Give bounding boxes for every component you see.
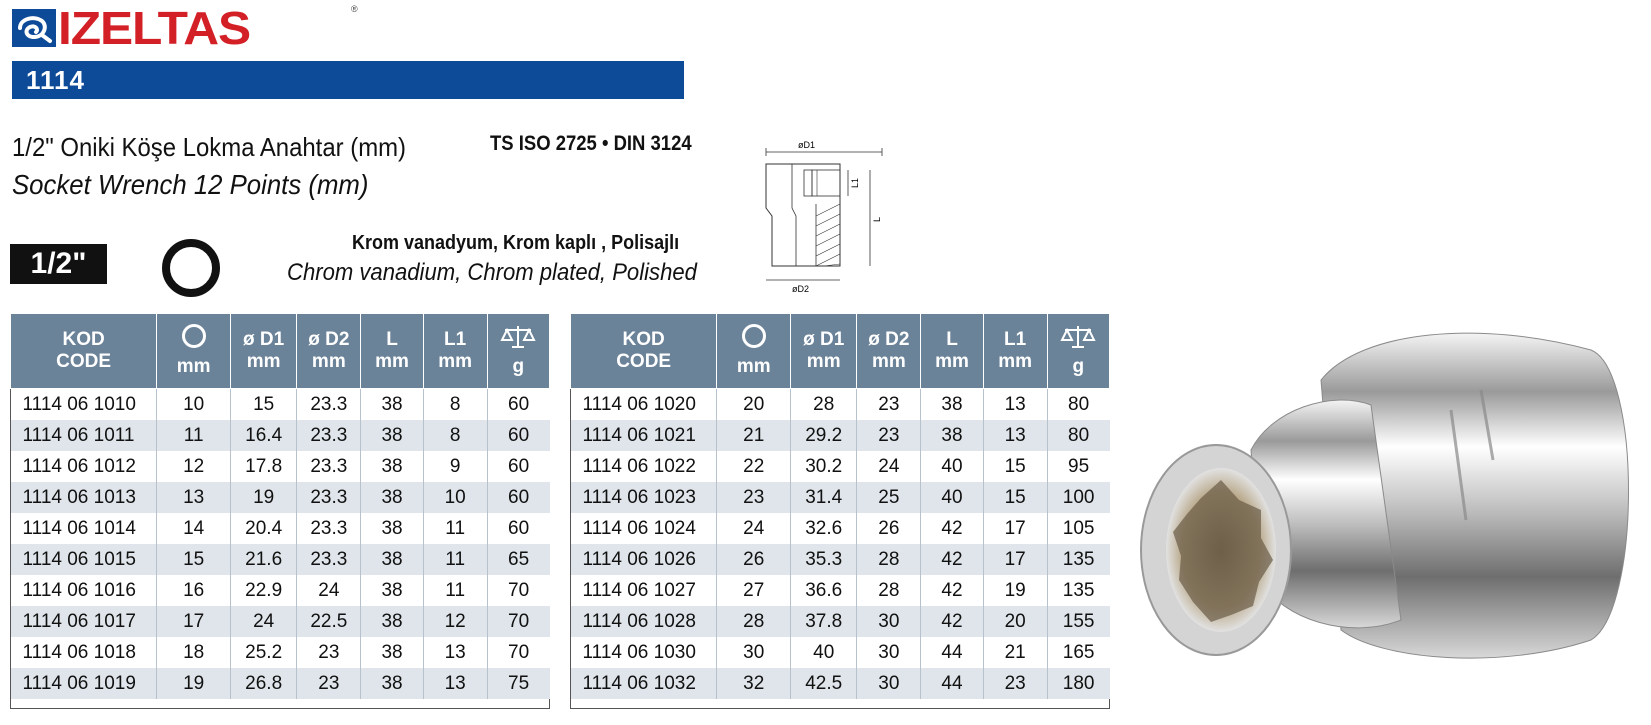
cell-d1: 24 (231, 606, 297, 637)
cell-weight: 70 (487, 575, 549, 606)
cell-d2: 28 (857, 544, 921, 575)
cell-l1: 17 (983, 544, 1047, 575)
cell-l: 40 (921, 451, 983, 482)
cell-l: 38 (921, 420, 983, 451)
table-row (11, 575, 550, 606)
cell-d2: 30 (857, 668, 921, 699)
cell-code: 1114 06 1027 (571, 575, 717, 606)
cell-size: 22 (717, 451, 791, 482)
cell-d2: 30 (857, 637, 921, 668)
col-size-header: mm (157, 314, 231, 389)
cell-d2: 23.3 (297, 544, 361, 575)
cell-weight: 165 (1047, 637, 1109, 668)
cell-weight: 60 (487, 513, 549, 544)
col-weight-header: g (487, 314, 549, 389)
cell-weight: 155 (1047, 606, 1109, 637)
brand-logo (12, 2, 251, 54)
cell-d2: 23.3 (297, 451, 361, 482)
cell-code: 1114 06 1018 (11, 637, 157, 668)
cell-l1: 11 (423, 575, 487, 606)
cell-d2: 23.3 (297, 389, 361, 421)
col-size-header: mm (717, 314, 791, 389)
title-english: Socket Wrench 12 Points (mm) (12, 169, 369, 200)
cell-code: 1114 06 1015 (11, 544, 157, 575)
cell-l1: 12 (423, 606, 487, 637)
cell-l: 38 (361, 606, 423, 637)
cell-weight: 180 (1047, 668, 1109, 699)
cell-l1: 8 (423, 420, 487, 451)
cell-l1: 19 (983, 575, 1047, 606)
table-row (11, 482, 550, 513)
table-row (11, 668, 550, 699)
cell-weight: 60 (487, 389, 549, 421)
cell-l: 44 (921, 637, 983, 668)
cell-d2: 23 (857, 420, 921, 451)
cell-d2: 23.3 (297, 513, 361, 544)
cell-d2: 23 (297, 637, 361, 668)
col-code-header: KOD CODE (11, 314, 157, 389)
cell-d1: 17.8 (231, 451, 297, 482)
cell-size: 17 (157, 606, 231, 637)
cell-code: 1114 06 1010 (11, 389, 157, 421)
cell-weight: 70 (487, 606, 549, 637)
cell-l1: 21 (983, 637, 1047, 668)
table-row (11, 544, 550, 575)
cell-l: 40 (921, 482, 983, 513)
cell-l: 38 (361, 637, 423, 668)
cell-l1: 10 (423, 482, 487, 513)
cell-l1: 17 (983, 513, 1047, 544)
cell-size: 23 (717, 482, 791, 513)
cell-d1: 21.6 (231, 544, 297, 575)
table-row (11, 389, 550, 421)
cell-size: 19 (157, 668, 231, 699)
cell-l1: 20 (983, 606, 1047, 637)
cell-l: 38 (361, 668, 423, 699)
cell-d1: 37.8 (791, 606, 857, 637)
material-turkish: Krom vanadyum, Krom kaplı , Polisajlı (352, 232, 680, 254)
cell-size: 14 (157, 513, 231, 544)
registered-mark: ® (351, 4, 358, 14)
cell-d2: 24 (297, 575, 361, 606)
cell-code: 1114 06 1019 (11, 668, 157, 699)
cell-d1: 36.6 (791, 575, 857, 606)
table-row (11, 451, 550, 482)
cell-d1: 31.4 (791, 482, 857, 513)
col-l-header: L mm (921, 314, 983, 389)
cell-l: 38 (921, 389, 983, 421)
cell-l1: 11 (423, 544, 487, 575)
diagram-label-d1: øD1 (798, 140, 816, 150)
col-l-header: L mm (361, 314, 423, 389)
cell-l: 38 (361, 575, 423, 606)
socket-product-photo (1121, 310, 1641, 680)
spec-table-left (10, 313, 550, 699)
cell-weight: 105 (1047, 513, 1109, 544)
col-d1-header: ø D1 mm (231, 314, 297, 389)
cell-l1: 15 (983, 482, 1047, 513)
cell-l1: 8 (423, 389, 487, 421)
cell-d2: 30 (857, 606, 921, 637)
col-code-header: KOD CODE (571, 314, 717, 389)
cell-weight: 135 (1047, 575, 1109, 606)
cell-code: 1114 06 1011 (11, 420, 157, 451)
cell-d1: 30.2 (791, 451, 857, 482)
col-d2-header: ø D2 mm (297, 314, 361, 389)
cell-code: 1114 06 1030 (571, 637, 717, 668)
diagram-label-l: L (872, 216, 882, 222)
cell-code: 1114 06 1013 (11, 482, 157, 513)
cell-weight: 60 (487, 420, 549, 451)
cell-size: 27 (717, 575, 791, 606)
cell-size: 15 (157, 544, 231, 575)
table-row (571, 575, 1110, 606)
cell-code: 1114 06 1022 (571, 451, 717, 482)
cell-l: 38 (361, 451, 423, 482)
cell-size: 30 (717, 637, 791, 668)
cell-weight: 80 (1047, 389, 1109, 421)
weight-scale-icon (500, 324, 536, 350)
table-row (571, 451, 1110, 482)
product-code-bar: 1114 (12, 61, 684, 99)
cell-code: 1114 06 1021 (571, 420, 717, 451)
cell-d1: 29.2 (791, 420, 857, 451)
col-d1-header: ø D1 mm (791, 314, 857, 389)
cell-weight: 65 (487, 544, 549, 575)
diagram-label-d2: øD2 (792, 284, 810, 294)
cell-d2: 28 (857, 575, 921, 606)
table-row (571, 637, 1110, 668)
cell-size: 32 (717, 668, 791, 699)
cell-d2: 23 (857, 389, 921, 421)
cell-l1: 23 (983, 668, 1047, 699)
table-row (571, 544, 1110, 575)
cell-d1: 32.6 (791, 513, 857, 544)
cell-l1: 15 (983, 451, 1047, 482)
cell-code: 1114 06 1017 (11, 606, 157, 637)
cell-d1: 15 (231, 389, 297, 421)
cell-code: 1114 06 1028 (571, 606, 717, 637)
cell-weight: 135 (1047, 544, 1109, 575)
cell-size: 20 (717, 389, 791, 421)
cell-d2: 24 (857, 451, 921, 482)
cell-code: 1114 06 1016 (11, 575, 157, 606)
brand-emblem-icon (12, 9, 56, 47)
cell-code: 1114 06 1032 (571, 668, 717, 699)
cell-size: 10 (157, 389, 231, 421)
col-l1-header: L1 mm (423, 314, 487, 389)
weight-scale-icon (1060, 324, 1096, 350)
cell-l: 42 (921, 606, 983, 637)
cell-d2: 23.3 (297, 420, 361, 451)
cell-d1: 16.4 (231, 420, 297, 451)
cell-d1: 22.9 (231, 575, 297, 606)
cell-l: 38 (361, 482, 423, 513)
table-row (571, 420, 1110, 451)
col-l1-header: L1 mm (983, 314, 1047, 389)
cell-code: 1114 06 1026 (571, 544, 717, 575)
cell-l1: 13 (423, 668, 487, 699)
cell-weight: 95 (1047, 451, 1109, 482)
cell-l1: 13 (983, 420, 1047, 451)
cell-l1: 13 (983, 389, 1047, 421)
cell-size: 13 (157, 482, 231, 513)
drive-size-badge: 1/2" (10, 244, 107, 284)
cell-size: 18 (157, 637, 231, 668)
cell-d1: 40 (791, 637, 857, 668)
table-row (571, 513, 1110, 544)
cell-l: 42 (921, 575, 983, 606)
col-d2-header: ø D2 mm (857, 314, 921, 389)
cell-d1: 42.5 (791, 668, 857, 699)
cell-code: 1114 06 1020 (571, 389, 717, 421)
cell-d2: 23.3 (297, 482, 361, 513)
cell-d2: 22.5 (297, 606, 361, 637)
cell-d1: 26.8 (231, 668, 297, 699)
cell-size: 12 (157, 451, 231, 482)
socket-dimension-diagram (752, 138, 892, 298)
cell-weight: 100 (1047, 482, 1109, 513)
cell-code: 1114 06 1014 (11, 513, 157, 544)
table-row (571, 482, 1110, 513)
cell-d1: 28 (791, 389, 857, 421)
cell-d1: 19 (231, 482, 297, 513)
cell-weight: 75 (487, 668, 549, 699)
table-row (571, 668, 1110, 699)
twelve-point-ring-icon (162, 239, 220, 297)
diagram-label-l1: L1 (850, 177, 860, 188)
cell-l1: 9 (423, 451, 487, 482)
cell-d1: 25.2 (231, 637, 297, 668)
cell-size: 16 (157, 575, 231, 606)
col-weight-header: g (1047, 314, 1109, 389)
cell-d2: 25 (857, 482, 921, 513)
cell-d1: 35.3 (791, 544, 857, 575)
cell-d2: 26 (857, 513, 921, 544)
table-row (11, 606, 550, 637)
table-row (11, 637, 550, 668)
cell-l: 42 (921, 513, 983, 544)
table-row (571, 606, 1110, 637)
brand-name: IZELTAS (58, 2, 251, 54)
standards: TS ISO 2725 • DIN 3124 (490, 132, 692, 155)
cell-size: 24 (717, 513, 791, 544)
cell-l: 38 (361, 389, 423, 421)
cell-weight: 80 (1047, 420, 1109, 451)
cell-l: 38 (361, 544, 423, 575)
cell-l: 44 (921, 668, 983, 699)
cell-size: 11 (157, 420, 231, 451)
size-ring-icon (182, 324, 206, 348)
cell-l: 38 (361, 513, 423, 544)
cell-weight: 60 (487, 482, 549, 513)
cell-size: 21 (717, 420, 791, 451)
table-row (11, 420, 550, 451)
cell-weight: 60 (487, 451, 549, 482)
cell-d2: 23 (297, 668, 361, 699)
spec-table-right (570, 313, 1110, 699)
table-row (571, 389, 1110, 421)
cell-l: 38 (361, 420, 423, 451)
cell-weight: 70 (487, 637, 549, 668)
material-english: Chrom vanadium, Chrom plated, Polished (287, 259, 697, 286)
cell-l: 42 (921, 544, 983, 575)
cell-d1: 20.4 (231, 513, 297, 544)
cell-code: 1114 06 1024 (571, 513, 717, 544)
cell-size: 26 (717, 544, 791, 575)
cell-l1: 13 (423, 637, 487, 668)
size-ring-icon (742, 324, 766, 348)
title-turkish: 1/2" Oniki Köşe Lokma Anahtar (mm) (12, 132, 407, 162)
cell-l1: 11 (423, 513, 487, 544)
cell-size: 28 (717, 606, 791, 637)
cell-code: 1114 06 1012 (11, 451, 157, 482)
table-row (11, 513, 550, 544)
cell-code: 1114 06 1023 (571, 482, 717, 513)
